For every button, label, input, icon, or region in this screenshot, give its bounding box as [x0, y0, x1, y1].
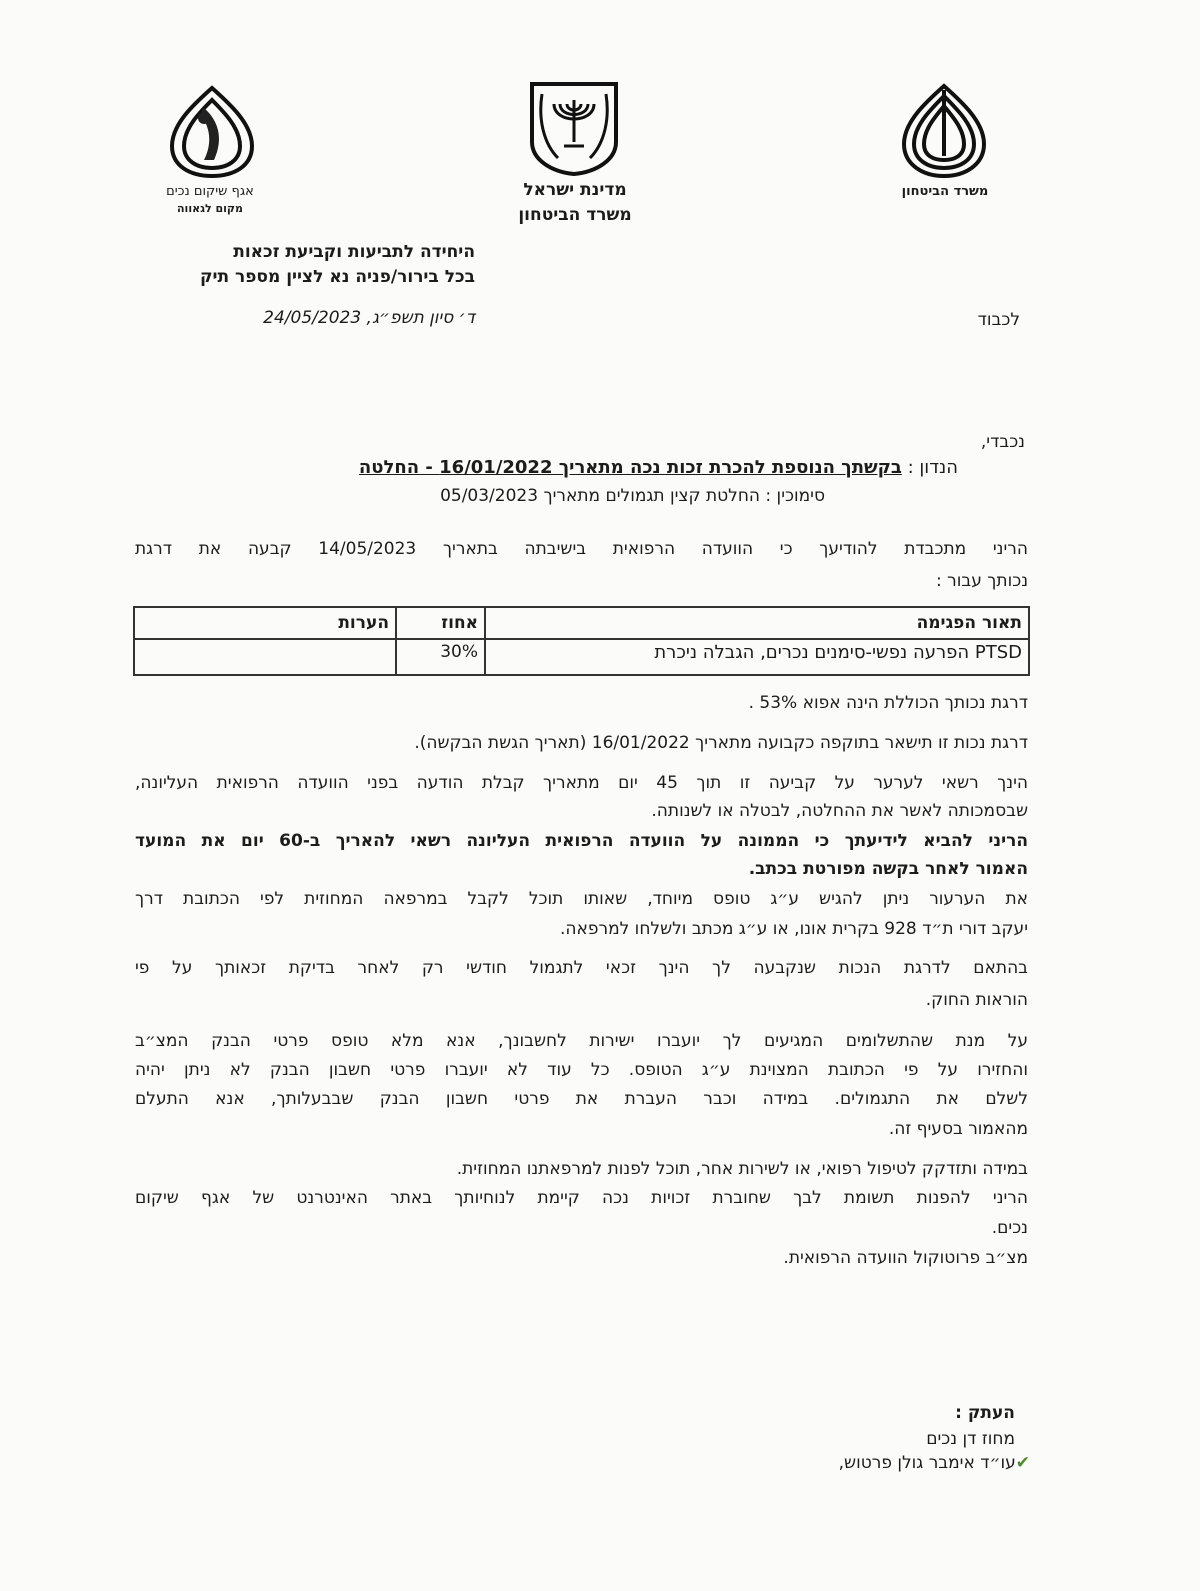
intro-line-2: נכותך עבור : [936, 571, 1028, 591]
copy-recipient [839, 1451, 1030, 1475]
submit-line-2: יעקב דורי ת״ד 928 בקרית אונו, או ע״ג מכתב ולשלחו למרפאה. [559, 919, 1028, 939]
state-of-israel-label: מדינת ישראל [523, 180, 627, 200]
recipient-to: לכבוד [977, 310, 1020, 330]
ministry-of-defense-label: משרד הביטחון [901, 184, 989, 199]
copy-recipient: מחוז דן נכים [926, 1429, 1015, 1449]
checkmark-icon: ✔ [1015, 1453, 1030, 1473]
submit-line-1: את הערעור ניתן להגיש ע״ג טופס מיוחד, שאותו תוכל לקבל במרפאה המחוזית לפי הכתובת דרך [135, 889, 1028, 909]
treatment-line: במידה ותזדקק לטיפול רפואי, או לשירות אחר, תוכל לפנות למרפאתנו המחוזית. [456, 1159, 1028, 1179]
state-emblem-icon [528, 80, 620, 176]
ministry-of-defense-title: משרד הביטחון [518, 205, 632, 225]
intro-line-1: הריני מתכבדת להודיעך כי הוועדה הרפואית בישיבתה בתאריך 14/05/2023 קבעה את דרגת [135, 539, 1028, 559]
eligibility-line-2: הוראות החוק. [925, 990, 1028, 1010]
extension-line-1: הריני להביא לידיעתך כי הממונה על הוועדה הרפואית העליונה רשאי להאריך ב-60 יום את המועד [135, 831, 1029, 851]
header-notes: הערות [134, 607, 396, 639]
booklet-line-2: נכים. [991, 1218, 1028, 1238]
total-disability: דרגת נכותך הכוללת הינה אפוא 53% . [748, 693, 1028, 713]
cell-percent: 30% [396, 639, 485, 675]
attached-protocol: מצ״ב פרוטוקול הוועדה הרפואית. [783, 1248, 1028, 1268]
subject-label: הנדון : [907, 457, 958, 478]
rehabilitation-division-slogan: מקום לגאווה [176, 202, 243, 215]
table-header-row [134, 607, 1029, 639]
header-percent: אחוז [396, 607, 485, 639]
bank-line-1: על מנת שהתשלומים המגיעים לך יועברו ישירות לחשבונך, אנא מלא טופס פרטי הבנק המצ״ב [135, 1031, 1028, 1051]
rehabilitation-division-logo [164, 84, 260, 180]
bank-line-4: מהאמור בסעיף זה. [888, 1119, 1028, 1139]
letter-date: ד׳ סיון תשפ״ג, 24/05/2023 [263, 308, 475, 328]
bank-line-2: והחזירו על פי הכתובת המצוינת ע״ג הטופס. כל עוד לא יועברו פרטי חשבון הבנק לא ניתן יהיה [135, 1060, 1028, 1080]
table-row [134, 639, 1029, 675]
disability-table [133, 606, 1030, 676]
sender-unit: היחידה לתביעות וקביעת זכאות [233, 242, 475, 262]
header-description: תאור הפגימה [485, 607, 1029, 639]
ministry-of-defense-logo [896, 82, 992, 180]
disability-period: דרגת נכות זו תישאר בתוקפה כקבועה מתאריך 16/01/2022 (תאריך הגשת הבקשה). [414, 733, 1028, 753]
sender-instruction: בכל בירור/פניה נא לציין מספר תיק [199, 267, 475, 287]
reference-line: סימוכין : החלטת קצין תגמולים מתאריך 05/03/2023 [440, 486, 825, 506]
appeal-line-1: הינך רשאי לערער על קביעה זו תוך 45 יום מתאריך קבלת הודעה בפני הוועדה הרפואית העליונה, [135, 773, 1028, 793]
copy-recipient-name: עו״ד אימבר גולן פרטוש, [838, 1453, 1016, 1473]
bank-line-3: לשלם את התגמולים. במידה וכבר העברת את פרטי חשבון הבנק שבבעלותך, אנא התעלם [135, 1089, 1028, 1109]
copy-label: העתק : [955, 1403, 1015, 1423]
rehabilitation-division-label: אגף שיקום נכים [166, 184, 254, 199]
cell-description: PTSD הפרעה נפשי-סימנים נכרים, הגבלה ניכרת [485, 639, 1029, 675]
greeting: נכבדי, [980, 432, 1025, 452]
cell-notes [134, 639, 396, 675]
eligibility-line-1: בהתאם לדרגת הנכות שנקבעה לך הינך זכאי לתגמול חודשי רק לאחר בדיקת זכאותך על פי [135, 958, 1028, 978]
subject-text: בקשתך הנוספת להכרת זכות נכה מתאריך 16/01/2022 - החלטה [358, 457, 902, 478]
subject-line [359, 456, 958, 480]
extension-line-2: האמור לאחר בקשה מפורטת בכתב. [748, 859, 1028, 879]
appeal-line-2: שבסמכותה לאשר את ההחלטה, לבטלה או לשנותה. [651, 801, 1028, 821]
booklet-line-1: הריני להפנות תשומת לבך שחוברת זכויות נכה קיימת לנוחיותך באתר האינטרנט של אגף שיקום [135, 1188, 1028, 1208]
